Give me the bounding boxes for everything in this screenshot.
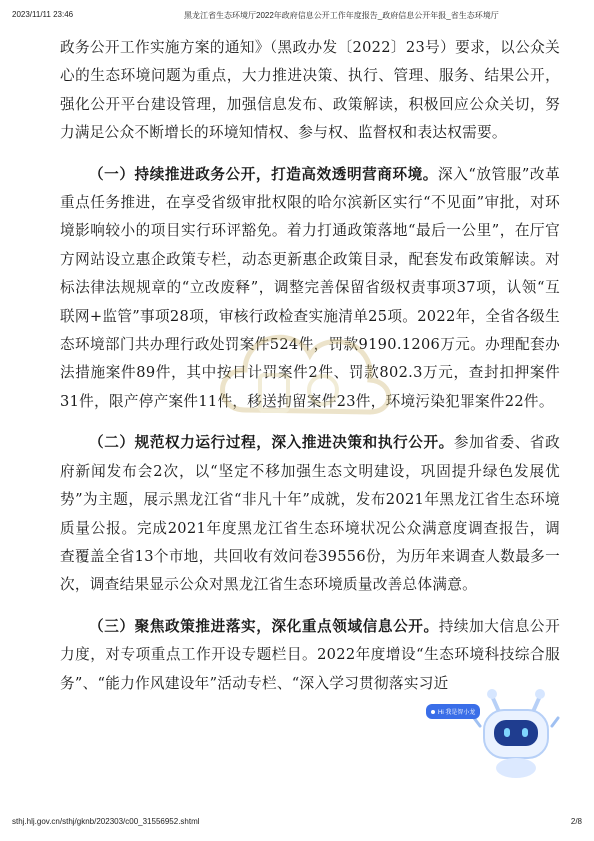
section-3-body: 持续加大信息公开力度，对专项重点工作开设专题栏目。2022年度增设“生态环境科技综合服务”、“能力作风建设年”活动专栏、“深入学习贯彻落实习近 (60, 617, 561, 692)
paragraph-section-2 (60, 429, 560, 599)
section-1-heading: （一）持续推进政务公开，打造高效透明营商环境。 (89, 165, 438, 183)
assistant-greeting-bubble[interactable]: Hi 我是智小龙 (426, 704, 480, 719)
document-body (60, 34, 560, 698)
section-3-heading: （三）聚焦政策推进落实，深化重点领域信息公开。 (89, 617, 439, 635)
print-url: sthj.hlj.gov.cn/sthj/gknb/202303/c00_31556952.shtml (12, 817, 200, 826)
robot-assistant-icon[interactable] (472, 684, 560, 780)
section-2-heading: （二）规范权力运行过程，深入推进决策和执行公开。 (89, 434, 454, 452)
print-page-title: 黑龙江省生态环境厅2022年政府信息公开工作年度报告_政府信息公开年报_省生态环境厅 (184, 11, 499, 20)
page-number: 2/8 (570, 817, 582, 826)
paragraph-section-1 (60, 161, 560, 417)
print-header (12, 10, 582, 24)
print-date: 2023/11/11 23:46 (12, 10, 74, 19)
section-2-body: 参加省委、省政府新闻发布会2次，以“坚定不移加强生态文明建设，巩固提升绿色发展优势”为主题，展示黑龙江省“非凡十年”成就，发布2021年黑龙江省生态环境质量公报。完成2021年度黑龙江省生态环境状况公众满意度调查报告，调查覆盖全省13个市地，共回收有效问卷39556份，为历年来调查人数最多一次，调查结果显示公众对黑龙江省生态环境质量改善总体满意。 (60, 434, 561, 594)
paragraph-intro-continued: 政务公开工作实施方案的通知》（黑政办发〔2022〕23号）要求，以公众关心的生态环境问题为重点，大力推进决策、执行、管理、服务、结果公开，强化公开平台建设管理，加强信息发布、政策解读，积极回应公众关切，努力满足公众不断增长的环境知情权、参与权、监督权和表达权需要。 (60, 39, 560, 142)
print-footer (12, 817, 582, 831)
assistant-widget[interactable] (438, 684, 560, 780)
section-1-body: 深入“放管服”改革重点任务推进，在享受省级审批权限的哈尔滨新区实行“不见面”审批，对环境影响较小的项目实行环评豁免。着力打通政策落地“最后一公里”，在厅官方网站设立惠企政策专栏，动态更新惠企政策目录，配套发布政策解读。对标法律法规规章的“立改废释”，调整完善保留省级权责事项37项，认领“互联网+监管”事项28项，审核行政检查实施清单25项。2022年，全省各级生态环境部门共办理行政处罚案件524件，罚款9190.1206万元。办理配套办法措施案件89件，其中按日计罚案件2件、罚款802.3万元，查封扣押案件31件，限产停产案件11件，移送拘留案件23件，环境污染犯罪案件22件。 (60, 165, 560, 410)
